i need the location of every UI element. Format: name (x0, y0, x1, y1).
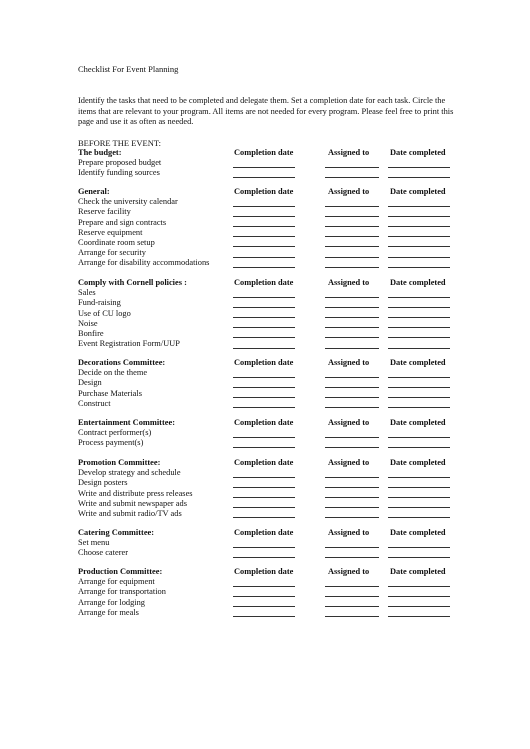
task-row (78, 168, 458, 178)
task-row (78, 368, 458, 378)
assigned-to-blank[interactable] (325, 348, 379, 349)
section-header-row (78, 187, 458, 197)
task-label: Design posters (78, 478, 128, 488)
section-heading: Promotion Committee: (78, 458, 161, 467)
section (78, 528, 458, 559)
task-label: Choose caterer (78, 548, 128, 558)
task-row (78, 319, 458, 329)
completion-date-blank[interactable] (233, 447, 295, 448)
date-completed-blank[interactable] (388, 557, 450, 558)
task-row (78, 399, 458, 409)
date-completed-blank[interactable] (388, 407, 450, 408)
task-label: Use of CU logo (78, 308, 131, 318)
task-label: Develop strategy and schedule (78, 468, 181, 478)
task-row (78, 538, 458, 548)
completion-date-blank[interactable] (233, 616, 295, 617)
completion-date-header: Completion date (234, 358, 294, 367)
page-title: Checklist For Event Planning (78, 64, 179, 74)
task-row (78, 548, 458, 558)
completion-date-header: Completion date (234, 278, 294, 287)
assigned-to-blank[interactable] (325, 407, 379, 408)
task-label: Sales (78, 288, 96, 298)
task-row (78, 298, 458, 308)
task-row (78, 228, 458, 238)
task-label: Arrange for security (78, 248, 146, 258)
section (78, 567, 458, 618)
date-completed-header: Date completed (390, 278, 446, 287)
task-label: Arrange for disability accommodations (78, 258, 210, 268)
date-completed-header: Date completed (390, 528, 446, 537)
section-heading: Decorations Committee: (78, 358, 166, 367)
task-row (78, 389, 458, 399)
completion-date-blank[interactable] (233, 267, 295, 268)
completion-date-header: Completion date (234, 458, 294, 467)
task-row (78, 329, 458, 339)
assigned-to-blank[interactable] (325, 267, 379, 268)
assigned-to-header: Assigned to (328, 148, 370, 157)
task-label: Purchase Materials (78, 388, 142, 398)
section-header-row (78, 458, 458, 468)
task-label: Contract performer(s) (78, 428, 152, 438)
assigned-to-header: Assigned to (328, 528, 370, 537)
section-heading: Production Committee: (78, 567, 163, 576)
task-row (78, 378, 458, 388)
assigned-to-blank[interactable] (325, 616, 379, 617)
before-event-label: BEFORE THE EVENT: (78, 138, 161, 148)
section-header-row (78, 528, 458, 538)
section (78, 358, 458, 409)
task-label: Check the university calendar (78, 197, 178, 207)
completion-date-header: Completion date (234, 418, 294, 427)
task-label: Noise (78, 318, 98, 328)
task-label: Write and distribute press releases (78, 488, 193, 498)
completion-date-blank[interactable] (233, 557, 295, 558)
task-row (78, 309, 458, 319)
assigned-to-blank[interactable] (325, 557, 379, 558)
task-label: Construct (78, 398, 111, 408)
section-heading: Comply with Cornell policies : (78, 278, 187, 287)
date-completed-header: Date completed (390, 187, 446, 196)
section (78, 458, 458, 519)
assigned-to-header: Assigned to (328, 418, 370, 427)
task-label: Set menu (78, 538, 110, 548)
task-row (78, 428, 458, 438)
task-label: Decide on the theme (78, 368, 148, 378)
section-heading: Entertainment Committee: (78, 418, 175, 427)
task-row (78, 598, 458, 608)
section (78, 148, 458, 179)
date-completed-blank[interactable] (388, 177, 450, 178)
task-row (78, 339, 458, 349)
assigned-to-blank[interactable] (325, 447, 379, 448)
task-row (78, 438, 458, 448)
completion-date-header: Completion date (234, 148, 294, 157)
date-completed-blank[interactable] (388, 517, 450, 518)
date-completed-blank[interactable] (388, 616, 450, 617)
task-label: Reserve facility (78, 207, 131, 217)
task-label: Arrange for lodging (78, 597, 145, 607)
section (78, 278, 458, 349)
date-completed-header: Date completed (390, 567, 446, 576)
intro-paragraph: Identify the tasks that need to be completed and delegate them. Set a completion date for each task. Circle the items that are relevant to your program. All items are not needed for every program. Please feel free to print this page and use it as often as needed. (78, 96, 454, 126)
date-completed-blank[interactable] (388, 267, 450, 268)
task-row (78, 288, 458, 298)
task-label: Arrange for meals (78, 607, 139, 617)
task-label: Design (78, 378, 102, 388)
task-row (78, 608, 458, 618)
task-label: Write and submit radio/TV ads (78, 508, 182, 518)
task-label: Bonfire (78, 328, 104, 338)
assigned-to-blank[interactable] (325, 177, 379, 178)
section-heading: Catering Committee: (78, 528, 155, 537)
task-row (78, 499, 458, 509)
task-label: Write and submit newspaper ads (78, 498, 187, 508)
task-row (78, 197, 458, 207)
task-row (78, 238, 458, 248)
task-label: Arrange for equipment (78, 577, 155, 587)
task-row (78, 218, 458, 228)
task-row (78, 509, 458, 519)
assigned-to-header: Assigned to (328, 187, 370, 196)
section-heading: The budget: (78, 148, 122, 157)
task-row (78, 478, 458, 488)
completion-date-blank[interactable] (233, 517, 295, 518)
task-row (78, 158, 458, 168)
task-label: Prepare and sign contracts (78, 217, 167, 227)
task-row (78, 258, 458, 268)
task-row (78, 248, 458, 258)
task-row (78, 489, 458, 499)
assigned-to-header: Assigned to (328, 458, 370, 467)
task-label: Event Registration Form/UUP (78, 339, 180, 349)
section-header-row (78, 358, 458, 368)
date-completed-header: Date completed (390, 358, 446, 367)
task-label: Reserve equipment (78, 227, 143, 237)
task-row (78, 587, 458, 597)
completion-date-header: Completion date (234, 528, 294, 537)
task-label: Coordinate room setup (78, 237, 155, 247)
section-header-row (78, 278, 458, 288)
task-label: Prepare proposed budget (78, 158, 162, 168)
section (78, 187, 458, 269)
section-header-row (78, 567, 458, 577)
date-completed-header: Date completed (390, 148, 446, 157)
completion-date-blank[interactable] (233, 407, 295, 408)
date-completed-blank[interactable] (388, 447, 450, 448)
completion-date-header: Completion date (234, 567, 294, 576)
assigned-to-header: Assigned to (328, 278, 370, 287)
section-heading: General: (78, 187, 110, 196)
completion-date-blank[interactable] (233, 348, 295, 349)
section (78, 418, 458, 449)
assigned-to-blank[interactable] (325, 517, 379, 518)
assigned-to-header: Assigned to (328, 358, 370, 367)
date-completed-header: Date completed (390, 418, 446, 427)
task-label: Fund-raising (78, 298, 121, 308)
task-row (78, 468, 458, 478)
assigned-to-header: Assigned to (328, 567, 370, 576)
task-label: Identify funding sources (78, 168, 160, 178)
task-label: Arrange for transportation (78, 587, 166, 597)
task-row (78, 207, 458, 217)
task-label: Process payment(s) (78, 438, 144, 448)
section-header-row (78, 418, 458, 428)
completion-date-blank[interactable] (233, 177, 295, 178)
date-completed-header: Date completed (390, 458, 446, 467)
date-completed-blank[interactable] (388, 348, 450, 349)
task-row (78, 577, 458, 587)
section-header-row (78, 148, 458, 158)
completion-date-header: Completion date (234, 187, 294, 196)
